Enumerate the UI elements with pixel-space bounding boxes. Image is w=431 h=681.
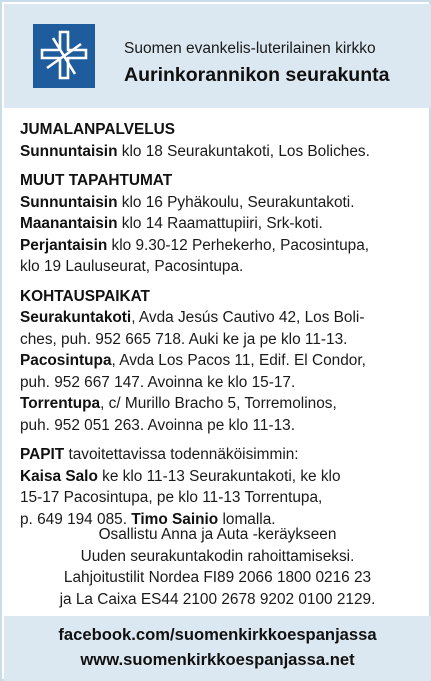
line-text: 15-17 Pacosintupa, pe klo 11-13 Torrentupa, [20,489,323,506]
line-text: lomalla. [218,510,276,528]
line-text: tavoitettavissa todennäköisimmin: [64,446,299,463]
section-title: KOHTAUSPAIKAT [20,287,150,305]
appeal-line: Uuden seurakuntakodin rahoittamiseksi. [80,547,355,565]
header-band [4,4,431,108]
priest-name: Timo Sainio [131,510,219,528]
location-line [20,329,420,351]
line-text: p. 649 194 085. [20,510,132,528]
section-title: JUMALANPALVELUS [20,121,176,138]
schedule-content [20,119,420,530]
location-name: Torrentupa [20,395,101,412]
parish-name: Aurinkorannikon seurakunta [124,64,390,86]
schedule-line [20,213,420,235]
day-label: Sunnuntaisin [20,142,118,160]
cross-logo-icon [33,24,95,88]
section-title-line [20,444,420,466]
location-line [20,372,420,394]
line-text: klo 18 Seurakuntakoti, Los Boliches. [117,142,370,160]
appeal-line: Osallistu Anna ja Auta -keräykseen [98,526,337,543]
line-text: klo 9.30-12 Perhekerho, Pacosintupa, [107,236,370,254]
line-text: klo 14 Raamattupiiri, Srk-koti. [117,215,323,232]
day-label: Sunnuntaisin [20,193,118,211]
line-text: klo 19 Lauluseurat, Pacosintupa. [20,258,244,275]
line-text: , Avda Los Pacos 11, Edif. El Condor, [111,352,366,369]
line-text: ches, puh. 952 665 718. Auki ke ja pe klo 11-13. [20,330,348,348]
location-line [20,307,420,329]
section-title: MUUT TAPAHTUMAT [20,172,173,189]
appeal-line: ja La Caixa ES44 2100 2678 9202 0100 2129. [59,590,376,608]
line-text: klo 16 Pyhäkoulu, Seurakuntakoti. [117,193,355,211]
line-text: , c/ Murillo Bracho 5, Torremolinos, [100,395,337,412]
donation-appeal [4,524,431,610]
line-text: puh. 952 667 147. Avoinna ke klo 15-17. [20,373,296,391]
section-kohtauspaikat [20,286,420,437]
appeal-line: Lahjoitustilit Nordea FI89 2066 1800 0216 23 [63,569,372,586]
footer-band [4,616,431,681]
line-text: , Avda Jesús Cautivo 42, Los Boli- [131,309,365,326]
website-link[interactable]: www.suomenkirkkoespanjassa.net [80,650,355,669]
schedule-line [20,235,420,257]
location-line [20,350,420,372]
priest-name: Kaisa Salo [20,467,98,485]
location-line [20,415,420,437]
location-line [20,393,420,415]
day-label: Maanantaisin [20,215,118,232]
line-text: puh. 952 051 263. Avoinna pe klo 11-13. [20,416,295,434]
priest-line [20,466,420,488]
section-title: PAPIT [20,446,65,463]
section-papit [20,444,420,530]
church-name: Suomen evankelis-luterilainen kirkko [124,40,376,57]
schedule-line [20,141,420,163]
section-jumalanpalvelus [20,119,420,162]
priest-line [20,487,420,509]
location-name: Seurakuntakoti [20,309,132,326]
schedule-line [20,192,420,214]
facebook-link[interactable]: facebook.com/suomenkirkkoespanjassa [58,625,377,644]
section-muut-tapahtumat [20,170,420,278]
schedule-line [20,256,420,278]
line-text: ke klo 11-13 Seurakuntakoti, ke klo [97,467,341,485]
location-name: Pacosintupa [20,352,112,369]
day-label: Perjantaisin [20,236,108,254]
